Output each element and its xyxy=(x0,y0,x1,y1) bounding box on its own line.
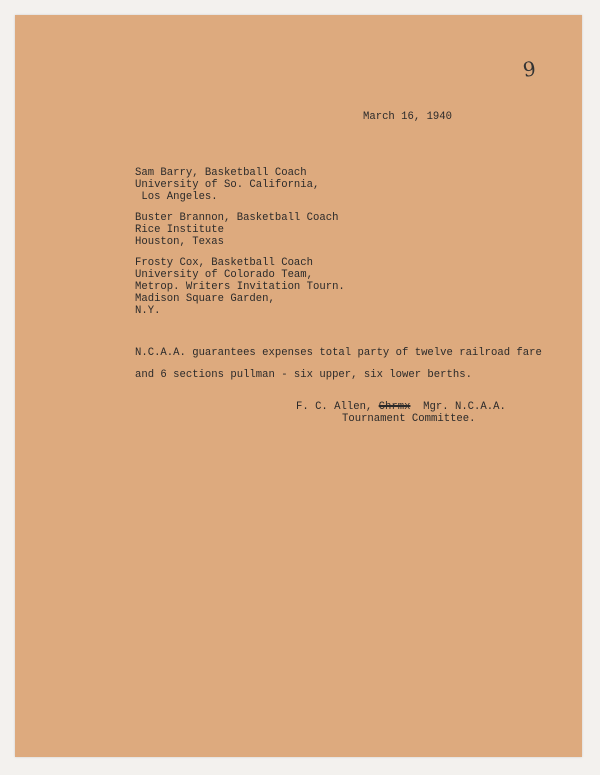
letter-page xyxy=(15,15,582,757)
message-line-2: and 6 sections pullman - six upper, six lower berths. xyxy=(135,369,472,381)
recipient-line: Sam Barry, Basketball Coach xyxy=(135,167,307,179)
recipient-line: Frosty Cox, Basketball Coach xyxy=(135,257,314,269)
committee-line: Tournament Committee. xyxy=(342,413,476,425)
recipient-line: Los Angeles. xyxy=(135,191,218,203)
signer-name: F. C. Allen, xyxy=(296,401,373,413)
signature-line xyxy=(296,402,506,414)
recipient-line: Metrop. Writers Invitation Tourn. xyxy=(135,281,345,293)
struck-out-word: Chrmx xyxy=(378,401,411,413)
recipient-line: Rice Institute xyxy=(135,224,225,236)
page-number-mark: 9 xyxy=(521,56,538,82)
recipient-line: University of So. California, xyxy=(135,179,320,191)
message-line-1: N.C.A.A. guarantees expenses total party of twelve railroad fare xyxy=(135,347,542,359)
letter-date: March 16, 1940 xyxy=(363,111,453,123)
recipient-line: Houston, Texas xyxy=(135,236,225,248)
recipient-line: N.Y. xyxy=(135,305,161,317)
recipient-line: University of Colorado Team, xyxy=(135,269,314,281)
recipient-line: Madison Square Garden, xyxy=(135,293,275,305)
recipient-line: Buster Brannon, Basketball Coach xyxy=(135,212,339,224)
signer-title: Mgr. N.C.A.A. xyxy=(423,401,506,413)
